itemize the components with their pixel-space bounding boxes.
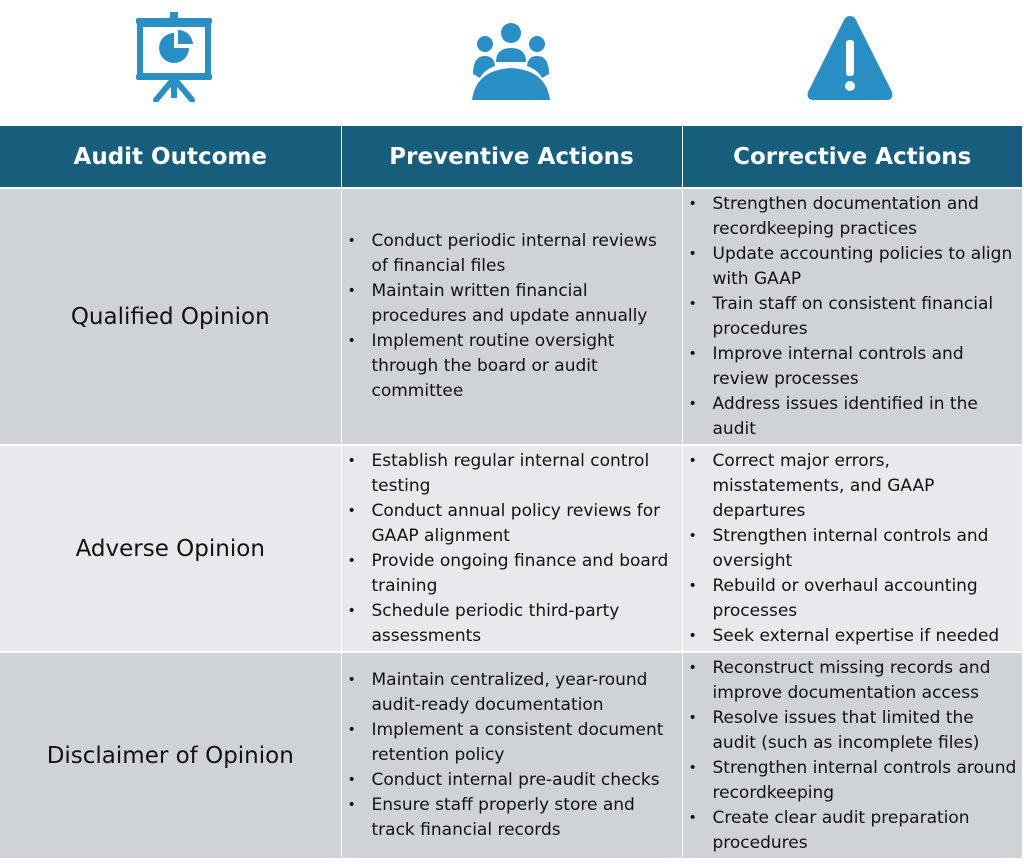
warning-icon — [805, 12, 895, 102]
corrective-cell — [682, 445, 1022, 652]
list-item: • Maintain centralized, year-round audit-ready documentation — [372, 668, 678, 718]
list-item: • Seek external expertise if needed — [713, 624, 1019, 649]
list-item: • Strengthen documentation and recordkeeping practices — [713, 192, 1019, 242]
corrective-cell — [682, 652, 1022, 859]
list-item: • Conduct internal pre-audit checks — [372, 768, 678, 793]
list-item: • Address issues identified in the audit — [713, 392, 1019, 442]
preventive-list — [342, 668, 682, 843]
list-item: • Ensure staff properly store and track financial records — [372, 793, 678, 843]
list-item: • Create clear audit preparation procedures — [713, 806, 1019, 856]
list-item: • Implement a consistent document retention policy — [372, 718, 678, 768]
table-row — [0, 188, 1022, 445]
preventive-list — [342, 449, 682, 649]
icon-header — [0, 0, 1024, 126]
list-item: • Strengthen internal controls around recordkeeping — [713, 756, 1019, 806]
table-row — [0, 652, 1022, 859]
header-corrective-actions: Corrective Actions — [682, 126, 1022, 188]
corrective-list — [683, 656, 1023, 856]
outcome-cell: Qualified Opinion — [0, 188, 341, 445]
preventive-cell — [341, 188, 682, 445]
list-item: • Rebuild or overhaul accounting processes — [713, 574, 1019, 624]
presentation-chart-icon — [134, 12, 214, 102]
outcome-cell: Adverse Opinion — [0, 445, 341, 652]
list-item: • Conduct periodic internal reviews of financial files — [372, 229, 678, 279]
list-item: • Reconstruct missing records and improve documentation access — [713, 656, 1019, 706]
list-item: • Improve internal controls and review processes — [713, 342, 1019, 392]
list-item: • Strengthen internal controls and oversight — [713, 524, 1019, 574]
preventive-list — [342, 229, 682, 404]
list-item: • Correct major errors, misstatements, and GAAP departures — [713, 449, 1019, 524]
list-item: • Establish regular internal control testing — [372, 449, 678, 499]
list-item: • Update accounting policies to align with GAAP — [713, 242, 1019, 292]
corrective-list — [683, 192, 1023, 442]
corrective-list — [683, 449, 1023, 649]
list-item: • Resolve issues that limited the audit (such as incomplete files) — [713, 706, 1019, 756]
list-item: • Train staff on consistent financial procedures — [713, 292, 1019, 342]
preventive-cell — [341, 445, 682, 652]
list-item: • Maintain written financial procedures and update annually — [372, 279, 678, 329]
table-header-row — [0, 126, 1022, 188]
list-item: • Conduct annual policy reviews for GAAP alignment — [372, 499, 678, 549]
audit-actions-table — [0, 126, 1022, 860]
list-item: • Provide ongoing finance and board training — [372, 549, 678, 599]
header-audit-outcome: Audit Outcome — [0, 126, 341, 188]
group-meeting-icon — [470, 22, 552, 102]
corrective-cell — [682, 188, 1022, 445]
header-preventive-actions: Preventive Actions — [341, 126, 682, 188]
list-item: • Schedule periodic third-party assessments — [372, 599, 678, 649]
table-row — [0, 445, 1022, 652]
preventive-cell — [341, 652, 682, 859]
outcome-cell: Disclaimer of Opinion — [0, 652, 341, 859]
list-item: • Implement routine oversight through the board or audit committee — [372, 329, 678, 404]
